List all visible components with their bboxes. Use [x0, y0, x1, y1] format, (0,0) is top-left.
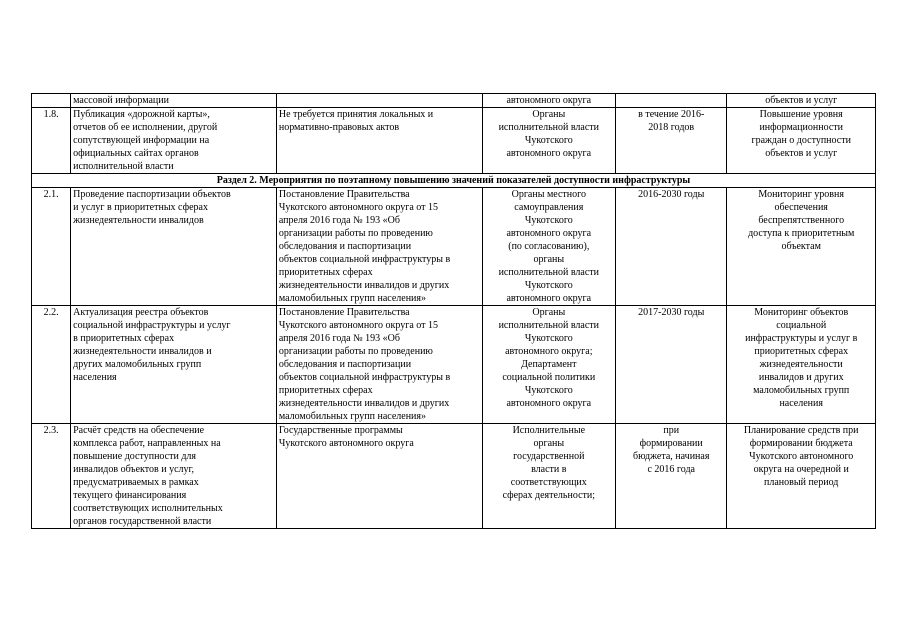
cell-line: исполнительной власти [498, 122, 600, 133]
result-cell [727, 108, 876, 174]
result-cell [727, 188, 876, 306]
cell-line: повышение доступности для [73, 451, 197, 462]
cell-line: с 2016 года [647, 464, 695, 475]
cell-line: автономного округа; [505, 346, 593, 357]
table-row [32, 108, 876, 174]
result-cell [727, 94, 876, 108]
cell-line: населения [73, 372, 117, 383]
cell-line: организации работы по проведению [278, 346, 433, 357]
measures-table [31, 93, 876, 529]
cell-line: приоритетных сферах [754, 346, 849, 357]
cell-line: жизнедеятельности инвалидов и других [278, 398, 450, 409]
cell-line: информационности [759, 122, 843, 133]
cell-line: Чукотского автономного округа от 15 [278, 320, 439, 331]
cell-line: объектам [781, 241, 821, 252]
cell-line: социальной политики [502, 372, 596, 383]
cell-line: исполнительной власти [498, 267, 600, 278]
executor-cell [482, 108, 615, 174]
cell-line: приоритетных сферах [278, 385, 373, 396]
measure-cell [71, 94, 277, 108]
cell-line: плановый период [764, 477, 839, 488]
cell-line: и услуг в приоритетных сферах [73, 202, 208, 213]
table-row [32, 424, 876, 529]
section-header-row [32, 174, 876, 188]
term-cell [616, 424, 727, 529]
cell-line: массовой информации [73, 95, 169, 106]
cell-line: сферах деятельности; [502, 490, 596, 501]
legal-act-cell [276, 306, 482, 424]
result-cell [727, 424, 876, 529]
cell-line: Государственные программы [278, 425, 403, 436]
cell-line: исполнительной власти [73, 161, 174, 172]
cell-line: автономного округа [506, 398, 592, 409]
term-cell [616, 188, 727, 306]
cell-line: Чукотского автономного округа от 15 [278, 202, 439, 213]
cell-line: округа на очередной и [753, 464, 849, 475]
cell-line: апреля 2016 года № 193 «Об [278, 333, 400, 344]
cell-line: Публикация «дорожной карты», [73, 109, 210, 120]
cell-line: Повышение уровня [759, 109, 843, 120]
cell-line: Постановление Правительства [278, 307, 410, 318]
cell-line: социальной инфраструктуры и услуг [73, 320, 231, 331]
cell-line: жизнедеятельности инвалидов и [73, 346, 212, 357]
legal-act-cell [276, 108, 482, 174]
cell-line: маломобильных групп населения» [278, 293, 427, 304]
cell-line: Органы местного [511, 189, 586, 200]
cell-line: в течение 2016- [638, 109, 705, 120]
cell-line: организации работы по проведению [278, 228, 433, 239]
cell-line: самоуправления [514, 202, 584, 213]
cell-line: Органы [532, 109, 566, 120]
cell-line: 2017-2030 годы [638, 307, 705, 318]
legal-act-cell [276, 188, 482, 306]
cell-line: в приоритетных сферах [73, 333, 175, 344]
row-number-cell: 1.8. [32, 108, 71, 174]
cell-line: обследования и паспортизации [278, 241, 412, 252]
executor-cell [482, 424, 615, 529]
cell-line: обеспечения [774, 202, 828, 213]
executor-cell [482, 94, 615, 108]
cell-line: Чукотского [524, 333, 573, 344]
cell-line: 2018 годов [648, 122, 695, 133]
cell-line: при [663, 425, 680, 436]
row-number-cell: 2.1. [32, 188, 71, 306]
cell-line: текущего финансирования [73, 490, 187, 501]
cell-line: объектов и услуг [765, 95, 838, 106]
row-number-cell [32, 94, 71, 108]
cell-line: комплекса работ, направленных на [73, 438, 221, 449]
cell-line: жизнедеятельности инвалидов и других [278, 280, 450, 291]
cell-line: власти в [531, 464, 567, 475]
cell-line: (по согласованию), [508, 241, 590, 252]
cell-line: Актуализация реестра объектов [73, 307, 209, 318]
cell-line: автономного округа [506, 228, 592, 239]
cell-line: автономного округа [506, 148, 592, 159]
cell-line: Чукотского [524, 280, 573, 291]
cell-line: жизнедеятельности инвалидов [73, 215, 204, 226]
cell-line: Мониторинг уровня [758, 189, 844, 200]
cell-line: маломобильных групп [753, 385, 850, 396]
cell-line: формировании бюджета [749, 438, 853, 449]
cell-line: органов государственной власти [73, 516, 212, 527]
row-number-cell: 2.3. [32, 424, 71, 529]
cell-line: Планирование средств при [743, 425, 859, 436]
cell-line: Чукотского [524, 385, 573, 396]
cell-line: инфраструктуры и услуг в [745, 333, 858, 344]
section-title: Раздел 2. Мероприятия по поэтапному повышению значений показателей доступности инфраструктуры [32, 174, 876, 188]
cell-line: официальных сайтах органов [73, 148, 199, 159]
measure-cell [71, 108, 277, 174]
cell-line: Постановление Правительства [278, 189, 410, 200]
table-row [32, 188, 876, 306]
cell-line: государственной [513, 451, 585, 462]
cell-line: объектов социальной инфраструктуры в [278, 254, 451, 265]
cell-line: 2016-2030 годы [638, 189, 705, 200]
executor-cell [482, 306, 615, 424]
cell-line: Не требуется принятия локальных и [278, 109, 434, 120]
cell-line: Органы [532, 307, 566, 318]
cell-line: автономного округа [506, 293, 592, 304]
cell-line: предусматриваемых в рамках [73, 477, 199, 488]
cell-line: приоритетных сферах [278, 267, 373, 278]
cell-line: органы [533, 254, 565, 265]
cell-line: сопутствующей информации на [73, 135, 210, 146]
cell-line: Проведение паспортизации объектов [73, 189, 231, 200]
cell-line: беспрепятственного [758, 215, 845, 226]
cell-line: населения [779, 398, 823, 409]
measure-cell [71, 188, 277, 306]
cell-line: инвалидов и других [758, 372, 844, 383]
result-cell [727, 306, 876, 424]
cell-line: Мониторинг объектов [754, 307, 849, 318]
cell-line: граждан о доступности [751, 135, 851, 146]
cell-line: нормативно-правовых актов [278, 122, 400, 133]
cell-line: Чукотского [524, 215, 573, 226]
cell-line: автономного округа [506, 95, 592, 106]
cell-line: доступа к приоритетным [748, 228, 855, 239]
cell-line: объектов и услуг [765, 148, 838, 159]
cell-line: обследования и паспортизации [278, 359, 412, 370]
cell-line: отчетов об ее исполнении, другой [73, 122, 218, 133]
cell-line: Расчёт средств на обеспечение [73, 425, 205, 436]
cell-line: Исполнительные [512, 425, 586, 436]
row-number-cell: 2.2. [32, 306, 71, 424]
cell-line: других маломобильных групп [73, 359, 202, 370]
cell-line: жизнедеятельности [759, 359, 843, 370]
cell-line: социальной [776, 320, 827, 331]
table-row [32, 94, 876, 108]
cell-line: Департамент [521, 359, 577, 370]
cell-line: формировании [639, 438, 703, 449]
measure-cell [71, 306, 277, 424]
term-cell [616, 94, 727, 108]
cell-line: бюджета, начиная [633, 451, 710, 462]
cell-line: исполнительной власти [498, 320, 600, 331]
cell-line: объектов социальной инфраструктуры в [278, 372, 451, 383]
cell-line: органы [533, 438, 565, 449]
cell-line: соответствующих исполнительных [73, 503, 223, 514]
cell-line: маломобильных групп населения» [278, 411, 427, 422]
cell-line: соответствующих [510, 477, 587, 488]
term-cell [616, 108, 727, 174]
table-row [32, 306, 876, 424]
legal-act-cell [276, 424, 482, 529]
cell-line: инвалидов объектов и услуг, [73, 464, 194, 475]
legal-act-cell [276, 94, 482, 108]
executor-cell [482, 188, 615, 306]
cell-line: Чукотского автономного округа [278, 438, 414, 449]
term-cell [616, 306, 727, 424]
measure-cell [71, 424, 277, 529]
cell-line: Чукотского автономного [749, 451, 854, 462]
cell-line: Чукотского [524, 135, 573, 146]
cell-line: апреля 2016 года № 193 «Об [278, 215, 400, 226]
